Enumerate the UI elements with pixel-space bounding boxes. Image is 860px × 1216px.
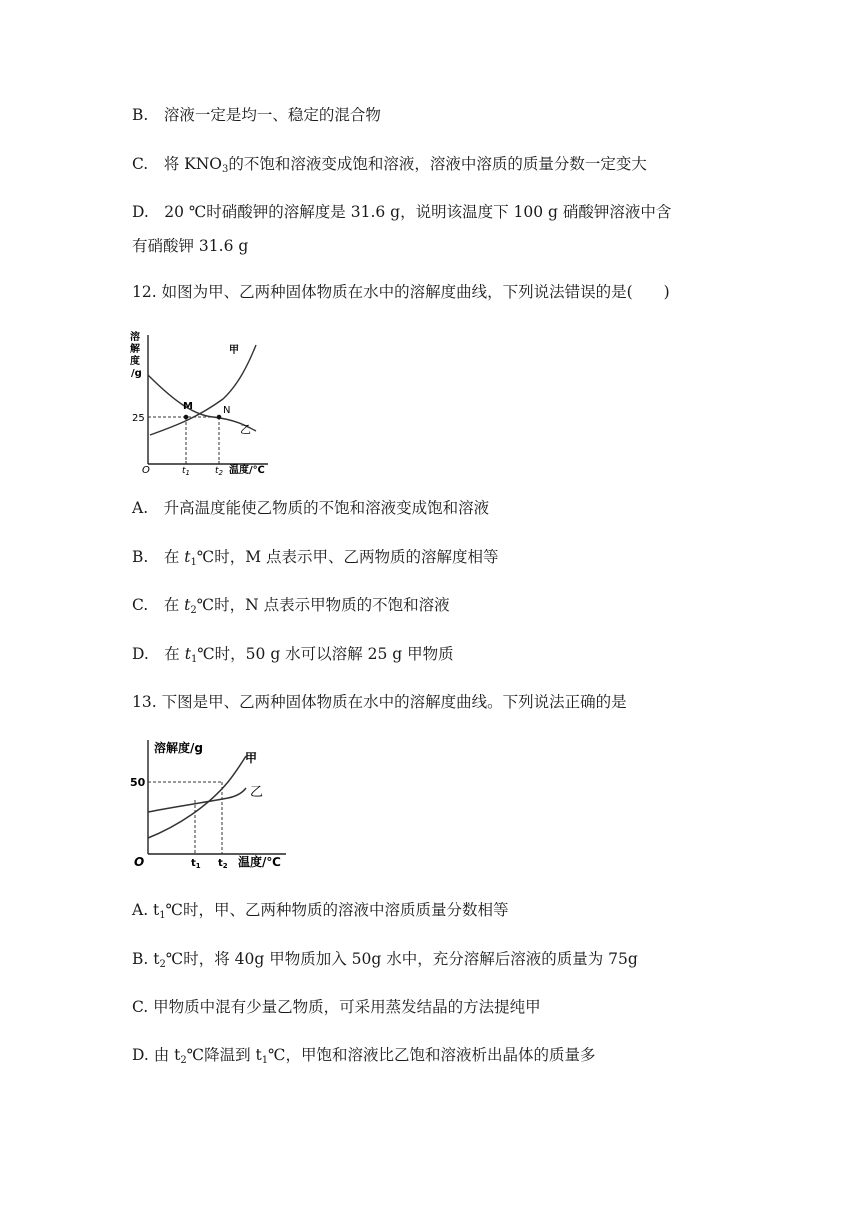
- q13-label-jia: 甲: [245, 751, 258, 765]
- q12-point-m: [184, 415, 189, 420]
- q12-label-m: M: [183, 401, 193, 412]
- q11-option-c: C. 将 $KNO_3$的不饱和溶液变成饱和溶液，溶液中溶质的质量分数一定变大: [132, 155, 647, 175]
- q12-curve-jia: [150, 345, 256, 435]
- q11-option-d-line2: 有硝酸钾 31.6 g: [132, 237, 249, 255]
- q12-option-c: C. 在 $t_2℃$时，N 点表示甲物质的不饱和溶液: [132, 596, 450, 616]
- q12-xtick-t1: $t_1$: [182, 466, 190, 475]
- q13-option-d: D. 由 $t_2℃$降温到 $t_1℃$，甲饱和溶液比乙饱和溶液析出晶体的质量多: [132, 1046, 596, 1066]
- q13-option-a: A. $t_1℃$时，甲、乙两种物质的溶液中溶质质量分数相等: [132, 901, 509, 921]
- q12-option-d: D. 在 $t_1℃$时，50 g 水可以溶解 25 g 甲物质: [132, 645, 454, 665]
- q13-ylabel: 溶解度/g: [154, 741, 203, 755]
- q12-option-a: A. 升高温度能使乙物质的不饱和溶液变成饱和溶液: [132, 499, 490, 517]
- q12-ylabel-2: 解: [130, 344, 140, 355]
- q12-ylabel-1: 溶: [130, 332, 140, 343]
- q11-option-d-line1: D. 20 ℃时硝酸钾的溶解度是 31.6 g，说明该温度下 100 g 硝酸钾溶液中含: [132, 203, 672, 221]
- q12-stem: 12. 如图为甲、乙两种固体物质在水中的溶解度曲线，下列说法错误的是( ): [132, 283, 670, 301]
- q13-stem: 13. 下图是甲、乙两种固体物质在水中的溶解度曲线。下列说法正确的是: [132, 693, 627, 711]
- q13-xtick-t2: $t_2$: [218, 858, 228, 870]
- q13-option-b: B. $t_2℃$时，将 40g 甲物质加入 50g 水中，充分溶解后溶液的质量为 75g: [132, 950, 638, 970]
- q13-option-c: C. 甲物质中混有少量乙物质，可采用蒸发结晶的方法提纯甲: [132, 998, 541, 1016]
- q13-curve-yi: [148, 788, 246, 812]
- q12-label-n: N: [223, 405, 231, 416]
- q11-option-b: B. 溶液一定是均一、稳定的混合物: [132, 106, 381, 124]
- q12-label-jia: 甲: [229, 345, 239, 356]
- q12-label-yi: 乙: [240, 423, 251, 436]
- q12-origin: O: [142, 465, 150, 475]
- q12-xlabel: 温度/℃: [229, 465, 265, 475]
- q13-xlabel: 温度/℃: [238, 855, 281, 869]
- q12-xtick-t2: $t_2$: [215, 466, 223, 475]
- q12-point-n: [217, 415, 222, 420]
- q12-solubility-chart: [128, 325, 278, 475]
- q12-ylabel-4: /g: [131, 368, 142, 379]
- q12-option-b: B. 在 $t_1℃$时，M 点表示甲、乙两物质的溶解度相等: [132, 548, 499, 568]
- q13-label-yi: 乙: [250, 785, 264, 800]
- q13-origin: O: [134, 855, 145, 869]
- q12-ylabel-3: 度: [130, 356, 140, 367]
- q13-solubility-chart: [128, 736, 298, 871]
- q12-ytick-25: 25: [132, 413, 145, 424]
- q13-ytick-50: 50: [130, 776, 146, 789]
- q13-xtick-t1: $t_1$: [191, 858, 201, 870]
